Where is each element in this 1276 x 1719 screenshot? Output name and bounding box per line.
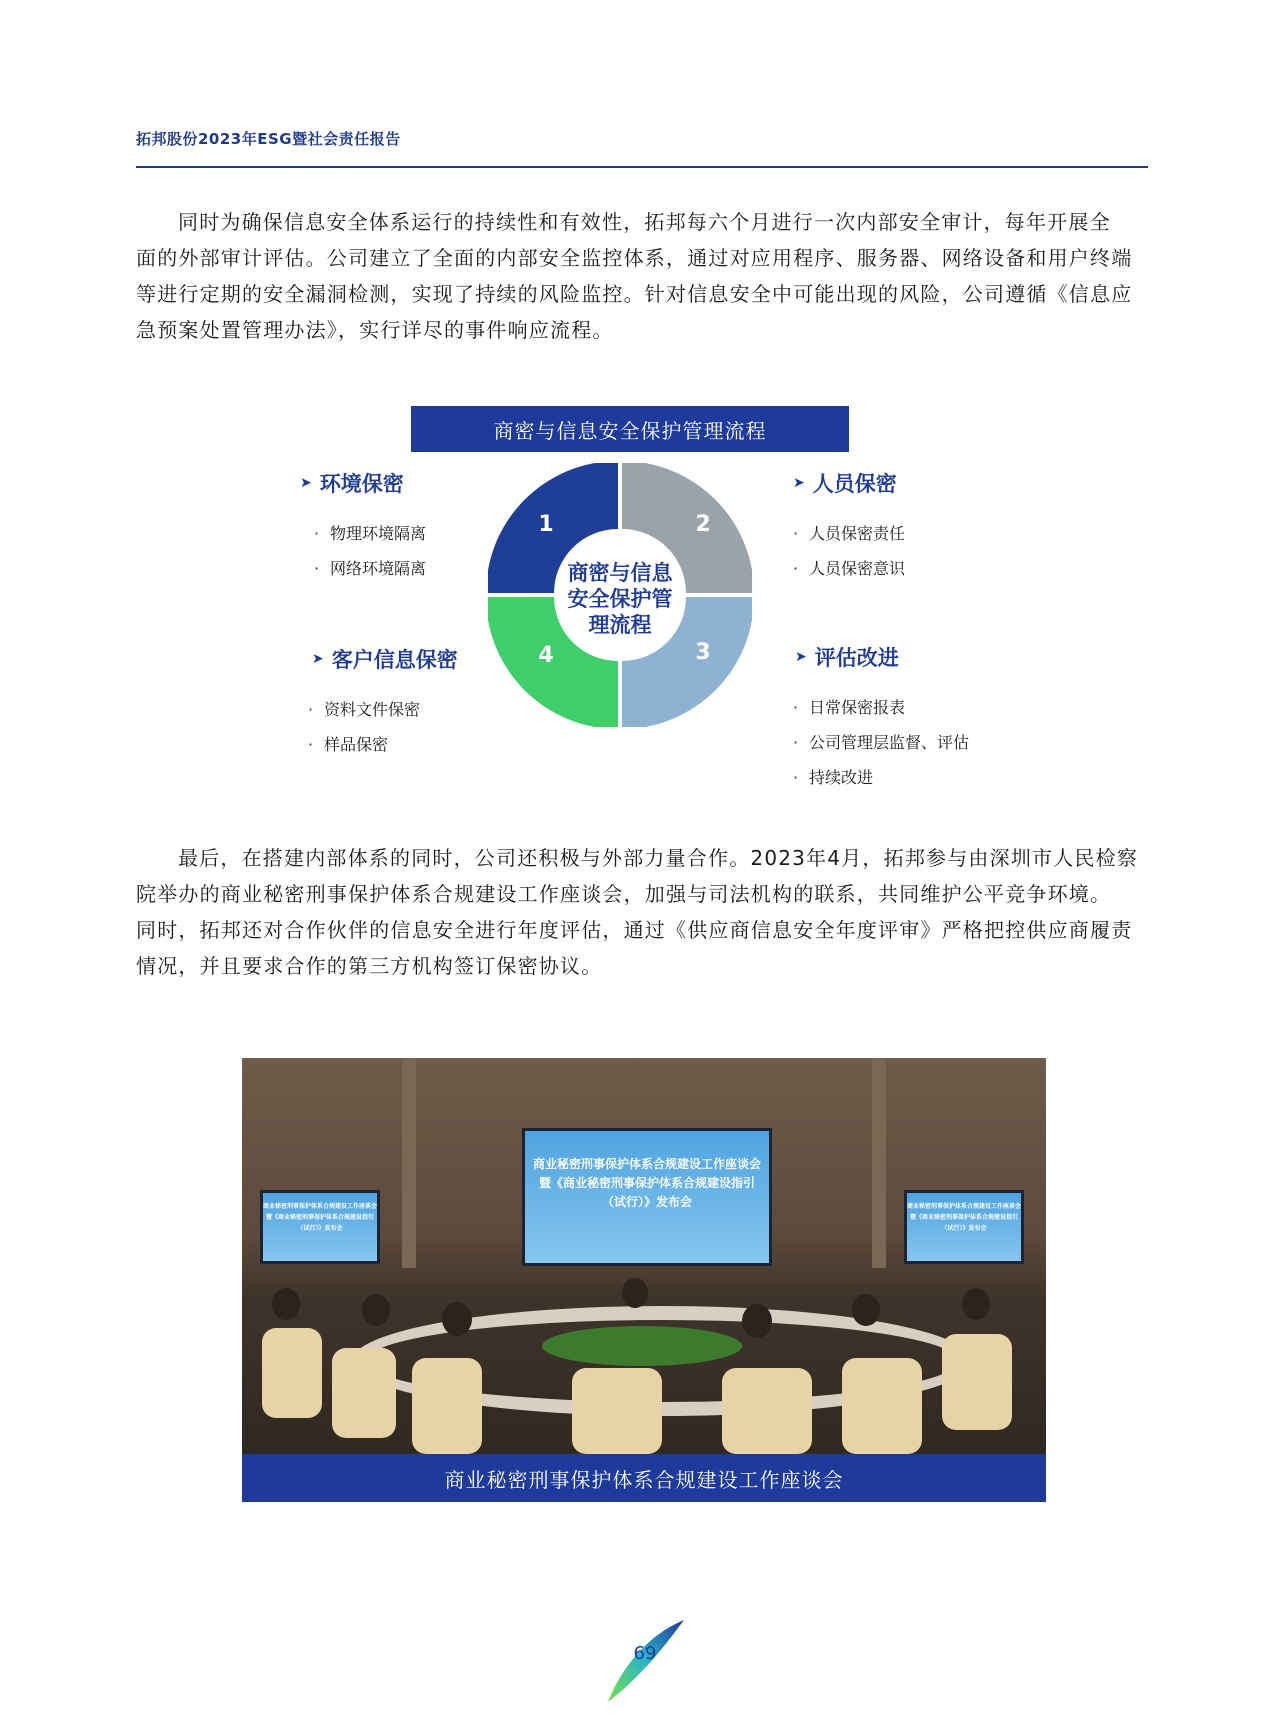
chevron-right-icon: ➤ [793, 475, 805, 491]
wall-panel [872, 1058, 886, 1268]
bullet-icon: · [793, 768, 799, 787]
attendee [962, 1288, 990, 1320]
paragraph-line: 情况，并且要求合作的第三方机构签订保密协议。 [136, 954, 603, 978]
segment-number-4: 4 [538, 643, 554, 668]
group-customer-info-secrecy [308, 644, 458, 762]
donut-center-label [560, 560, 680, 638]
bullet-icon: · [314, 524, 320, 543]
bullet-icon: · [793, 524, 799, 543]
item-label: 样品保密 [324, 735, 389, 754]
page-number: 69 [633, 1643, 657, 1664]
group-title: 客户信息保密 [331, 648, 458, 672]
side-screen-left [260, 1190, 380, 1264]
segment-number-1: 1 [538, 512, 554, 537]
paragraph-line: 同时为确保信息安全体系运行的持续性和有效性，拓邦每六个月进行一次内部安全审计，每年开展全 [178, 210, 1111, 234]
item-label: 人员保密责任 [809, 524, 906, 543]
attendee [852, 1294, 880, 1326]
chevron-right-icon: ➤ [312, 651, 324, 667]
group-item-list [793, 516, 905, 586]
chevron-right-icon: ➤ [795, 649, 807, 665]
segment-number-3: 3 [695, 640, 711, 665]
group-title: 人员保密 [812, 472, 897, 496]
paragraph-line: 急预案处置管理办法》，实行详尽的事件响应流程。 [136, 318, 614, 342]
attendee [272, 1288, 300, 1320]
bullet-icon: · [308, 700, 314, 719]
diagram-title-bar: 商密与信息安全保护管理流程 [411, 406, 849, 452]
screen-text-line: 暨《商业秘密刑事保护体系合规建设指引 [538, 1176, 755, 1190]
chair [262, 1328, 322, 1418]
list-item [314, 551, 426, 586]
list-item [793, 516, 905, 551]
list-item [793, 690, 969, 725]
chair [942, 1334, 1012, 1430]
paragraph-line: 最后，在搭建内部体系的同时，公司还积极与外部力量合作。2023年4月，拓邦参与由深圳市人民检察 [178, 846, 1139, 870]
meeting-photo [242, 1058, 1046, 1454]
photo-caption: 商业秘密刑事保护体系合规建设工作座谈会 [242, 1454, 1046, 1502]
list-item [308, 727, 458, 762]
list-item [793, 760, 969, 795]
paragraph-line: 等进行定期的安全漏洞检测，实现了持续的风险监控。针对信息安全中可能出现的风险，公司遵循《信息应 [136, 282, 1133, 306]
screen-text-line: 暨《商业秘密刑事保护体系合规建设指引 [265, 1214, 374, 1221]
list-item [308, 692, 458, 727]
chair [412, 1358, 482, 1454]
center-label-line: 安全保护管 [567, 587, 673, 611]
table-plants [542, 1326, 742, 1366]
item-label: 网络环境隔离 [330, 559, 427, 578]
body-paragraph-2 [136, 840, 1148, 984]
chair [332, 1348, 396, 1438]
bullet-icon: · [308, 735, 314, 754]
screen-text-line: 商业秘密刑事保护体系合规建设工作座谈会 [263, 1203, 378, 1210]
item-label: 人员保密意识 [809, 559, 906, 578]
attendee [442, 1302, 472, 1336]
bullet-icon: · [314, 559, 320, 578]
header-divider [136, 166, 1148, 168]
screen-text-line: 暨《商业秘密刑事保护体系合规建设指引 [909, 1214, 1018, 1221]
body-paragraph-1 [136, 204, 1148, 348]
segment-number-2: 2 [695, 512, 711, 537]
list-item [793, 725, 969, 760]
group-environment-secrecy [300, 468, 426, 586]
chair [722, 1368, 812, 1454]
screen-text-line: 商业秘密刑事保护体系合规建设工作座谈会 [532, 1157, 761, 1171]
center-label-line: 商密与信息 [567, 561, 673, 585]
screen-text-line: （试行）》发布会 [941, 1225, 987, 1232]
report-header-title: 拓邦股份2023年ESG暨社会责任报告 [136, 130, 401, 148]
chair [842, 1358, 922, 1454]
bullet-icon: · [793, 698, 799, 717]
paragraph-line: 面的外部审计评估。公司建立了全面的内部安全监控体系，通过对应用程序、服务器、网络设备和用户终端 [136, 246, 1133, 270]
group-title: 评估改进 [814, 646, 899, 670]
group-item-list [793, 690, 969, 795]
screen-text-line: （试行）》发布会 [601, 1195, 692, 1209]
group-item-list [308, 692, 458, 762]
bullet-icon: · [793, 733, 799, 752]
item-label: 物理环境隔离 [330, 524, 427, 543]
attendee [742, 1304, 772, 1338]
item-label: 公司管理层监督、评估 [809, 733, 970, 752]
attendee [362, 1294, 390, 1326]
chevron-right-icon: ➤ [300, 475, 312, 491]
group-item-list [314, 516, 426, 586]
screen-text-line: （试行）》发布会 [297, 1225, 343, 1232]
list-item [314, 516, 426, 551]
item-label: 持续改进 [809, 768, 874, 787]
paragraph-line: 同时，拓邦还对合作伙伴的信息安全进行年度评估，通过《供应商信息安全年度评审》严格把控供应商履责 [136, 918, 1133, 942]
paragraph-line: 院举办的商业秘密刑事保护体系合规建设工作座谈会，加强与司法机构的联系，共同维护公平竞争环境。 [136, 882, 1112, 906]
side-screen-right [904, 1190, 1024, 1264]
chair [572, 1368, 662, 1454]
group-evaluation-improvement [795, 642, 969, 795]
main-projection-screen [522, 1128, 772, 1266]
group-personnel-secrecy [793, 468, 905, 586]
bullet-icon: · [793, 559, 799, 578]
list-item [793, 551, 905, 586]
center-label-line: 理流程 [588, 613, 652, 637]
wall-panel [402, 1058, 416, 1268]
item-label: 日常保密报表 [809, 698, 906, 717]
attendee [622, 1278, 648, 1308]
item-label: 资料文件保密 [324, 700, 421, 719]
screen-text-line: 商业秘密刑事保护体系合规建设工作座谈会 [907, 1203, 1022, 1210]
group-title: 环境保密 [319, 472, 404, 496]
